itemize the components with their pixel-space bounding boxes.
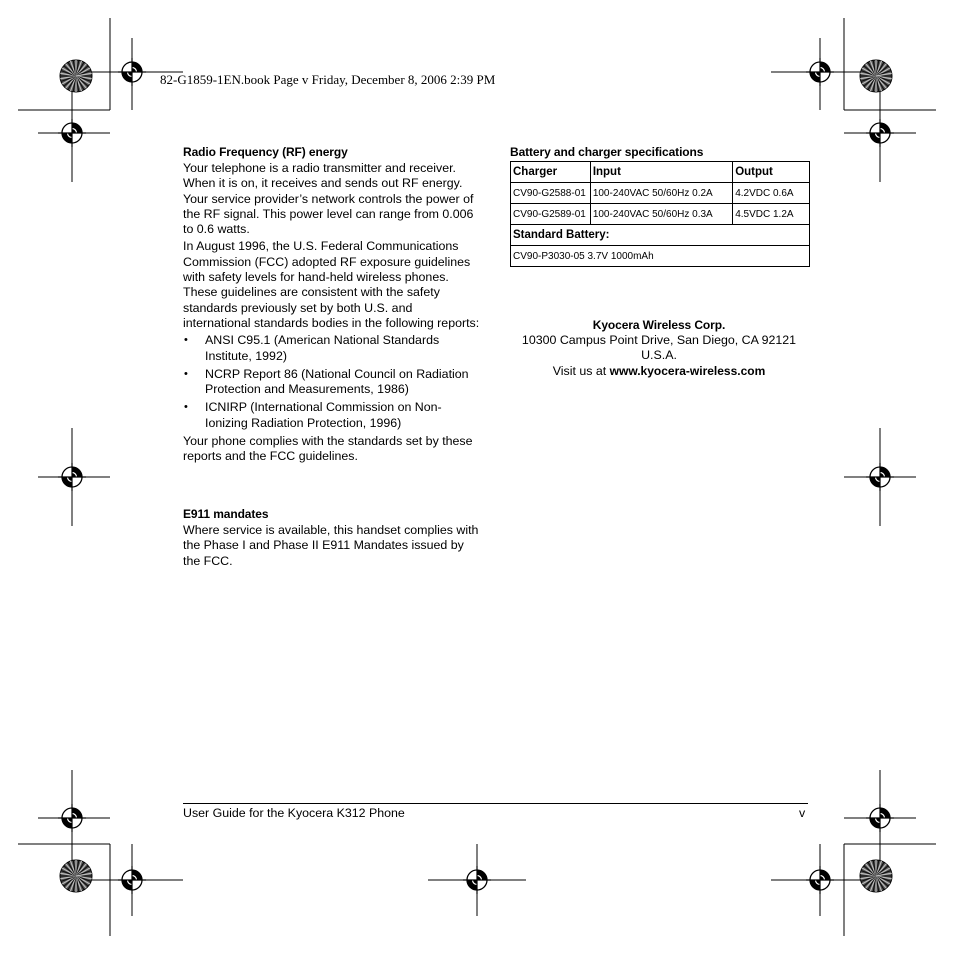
- rf-heading: Radio Frequency (RF) energy: [183, 145, 348, 159]
- table-cell: 4.2VDC 0.6A: [733, 183, 810, 204]
- rf-para1: Your telephone is a radio transmitter and receiver. When it is on, it receives and sends out RF energy. Your service provider’s network controls the power of the RF signal. This power level can range from 0.006 to 0.6 watts.: [183, 161, 474, 237]
- registration-mark: [866, 119, 894, 147]
- standard-battery-label: Standard Battery:: [511, 225, 810, 246]
- company-block: [510, 317, 808, 379]
- registration-mark: [463, 866, 491, 894]
- list-item: • ICNIRP (International Commission on Non-Ionizing Radiation Protection, 1996): [183, 400, 483, 431]
- column-header: Input: [590, 162, 732, 183]
- table-row: [511, 246, 810, 267]
- registration-mark: [118, 58, 146, 86]
- standard-battery-value: CV90-P3030-05 3.7V 1000mAh: [511, 246, 810, 267]
- registration-mark: [58, 119, 86, 147]
- star-target-mark: [860, 60, 892, 92]
- list-item: • NCRP Report 86 (National Council on Radiation Protection and Measurements, 1986): [183, 367, 483, 398]
- footer-rule: [183, 803, 808, 804]
- footer-title: User Guide for the Kyocera K312 Phone: [183, 806, 405, 820]
- e911-heading: E911 mandates: [183, 507, 269, 521]
- battery-spec-table: [510, 161, 810, 267]
- registration-mark: [866, 463, 894, 491]
- table-cell: 4.5VDC 1.2A: [733, 204, 810, 225]
- table-row: [511, 183, 810, 204]
- table-cell: CV90-G2588-01: [511, 183, 591, 204]
- table-cell: 100-240VAC 50/60Hz 0.3A: [590, 204, 732, 225]
- star-target-mark: [60, 60, 92, 92]
- table-header-row: [511, 162, 810, 183]
- registration-mark: [806, 58, 834, 86]
- rf-para3: Your phone complies with the standards set by these reports and the FCC guidelines.: [183, 434, 473, 464]
- table-row: [511, 225, 810, 246]
- registration-mark: [58, 804, 86, 832]
- rf-section: [183, 161, 483, 465]
- table-cell: 100-240VAC 50/60Hz 0.2A: [590, 183, 732, 204]
- e911-para: Where service is available, this handset complies with the Phase I and Phase II E911 Mandates issued by the FCC.: [183, 523, 479, 568]
- table-row: [511, 204, 810, 225]
- company-country: U.S.A.: [641, 348, 677, 363]
- star-target-mark: [60, 860, 92, 892]
- registration-mark: [866, 804, 894, 832]
- list-item: • ANSI C95.1 (American National Standards Institute, 1992): [183, 333, 483, 364]
- rf-para2: In August 1996, the U.S. Federal Communications Commission (FCC) adopted RF exposure guidelines with safety levels for hand-held wireless phones. These guidelines are consistent with the safety standards previously set by both U.S. and international standards bodies in the following reports:: [183, 239, 480, 330]
- star-target-mark: [860, 860, 892, 892]
- company-visit: [510, 364, 808, 379]
- company-address: 10300 Campus Point Drive, San Diego, CA 92121: [521, 333, 797, 347]
- registration-mark: [58, 463, 86, 491]
- rf-report-list: [183, 333, 483, 431]
- registration-mark: [806, 866, 834, 894]
- page-number: v: [799, 806, 806, 820]
- table-cell: CV90-G2589-01: [511, 204, 591, 225]
- visit-prefix: Visit us at: [552, 363, 607, 378]
- company-name: Kyocera Wireless Corp.: [592, 318, 726, 332]
- company-url: www.kyocera-wireless.com: [609, 363, 766, 378]
- column-header: Output: [733, 162, 810, 183]
- book-header: 82-G1859-1EN.book Page v Friday, December 8, 2006 2:39 PM: [160, 72, 496, 87]
- column-header: Charger: [511, 162, 591, 183]
- battery-heading: Battery and charger specifications: [510, 145, 704, 159]
- registration-mark: [118, 866, 146, 894]
